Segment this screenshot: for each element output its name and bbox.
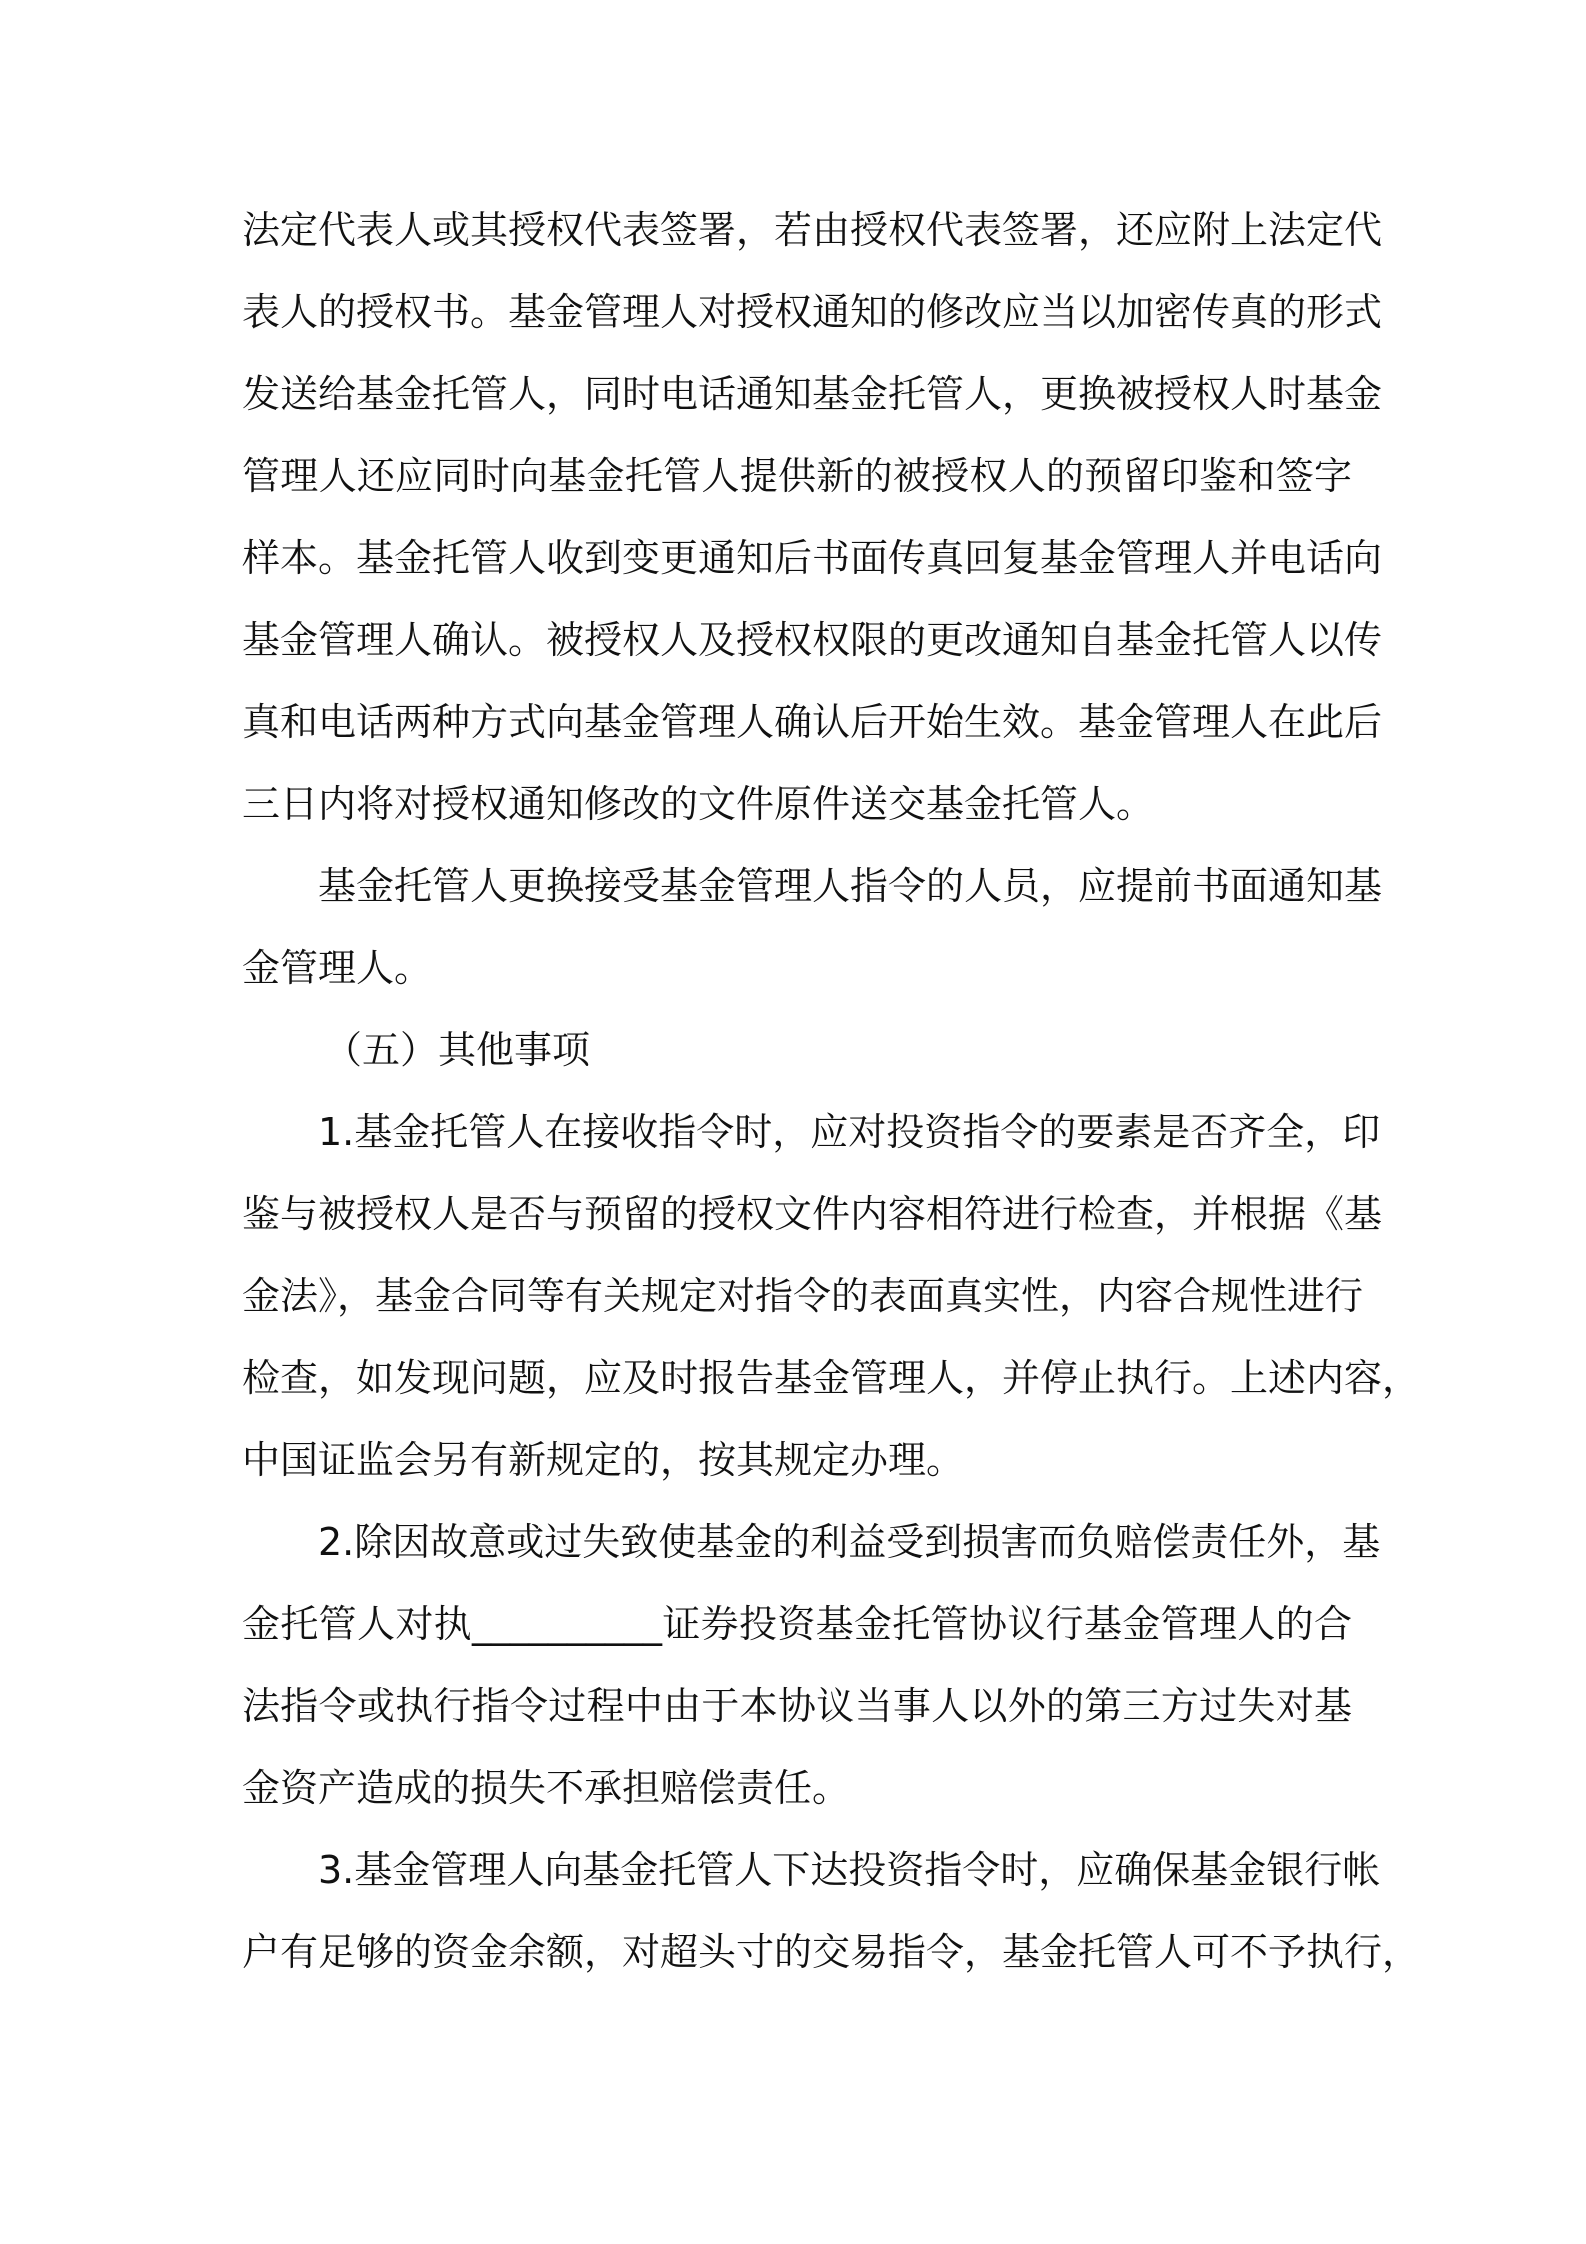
text-line: 金资产造成的损失不承担赔偿责任。 [242,1766,851,1810]
text-line: 法指令或执行指令过程中由于本协议当事人以外的第三方过失对基 [242,1684,1352,1728]
text-line: 检查，如发现问题，应及时报告基金管理人，并停止执行。上述内容， [242,1356,1421,1400]
text-line: 基金管理人确认。被授权人及授权权限的更改通知自基金托管人以传 [242,618,1383,662]
text-line: 管理人还应同时向基金托管人提供新的被授权人的预留印鉴和签字 [242,454,1352,498]
section-heading: （五）其他事项 [324,1028,591,1072]
text-line: 金管理人。 [242,946,433,990]
text-line: 三日内将对授权通知修改的文件原件送交基金托管人。 [242,782,1155,826]
text-line: 金法》，基金合同等有关规定对指令的表面真实性，内容合规性进行 [242,1274,1364,1318]
text-line: 1.基金托管人在接收指令时，应对投资指令的要素是否齐全，印 [318,1110,1381,1154]
text-line: 法定代表人或其授权代表签署，若由授权代表签署，还应附上法定代 [242,208,1383,252]
text-line: 2.除因故意或过失致使基金的利益受到损害而负赔偿责任外，基 [318,1520,1381,1564]
text-line: 3.基金管理人向基金托管人下达投资指令时，应确保基金银行帐 [318,1848,1381,1892]
text-line: 真和电话两种方式向基金管理人确认后开始生效。基金管理人在此后 [242,700,1383,744]
text-line: 发送给基金托管人，同时电话通知基金托管人，更换被授权人时基金 [242,372,1383,416]
text-line: 中国证监会另有新规定的，按其规定办理。 [242,1438,965,1482]
text-line: 基金托管人更换接受基金管理人指令的人员，应提前书面通知基 [318,864,1383,908]
text-line: 样本。基金托管人收到变更通知后书面传真回复基金管理人并电话向 [242,536,1383,580]
text-line: 金托管人对执__________证券投资基金托管协议行基金管理人的合 [242,1602,1352,1646]
text-line: 鉴与被授权人是否与预留的授权文件内容相符进行检查，并根据《基 [242,1192,1383,1236]
text-line: 户有足够的资金余额，对超头寸的交易指令，基金托管人可不予执行， [242,1930,1421,1974]
text-line: 表人的授权书。基金管理人对授权通知的修改应当以加密传真的形式 [242,290,1383,334]
